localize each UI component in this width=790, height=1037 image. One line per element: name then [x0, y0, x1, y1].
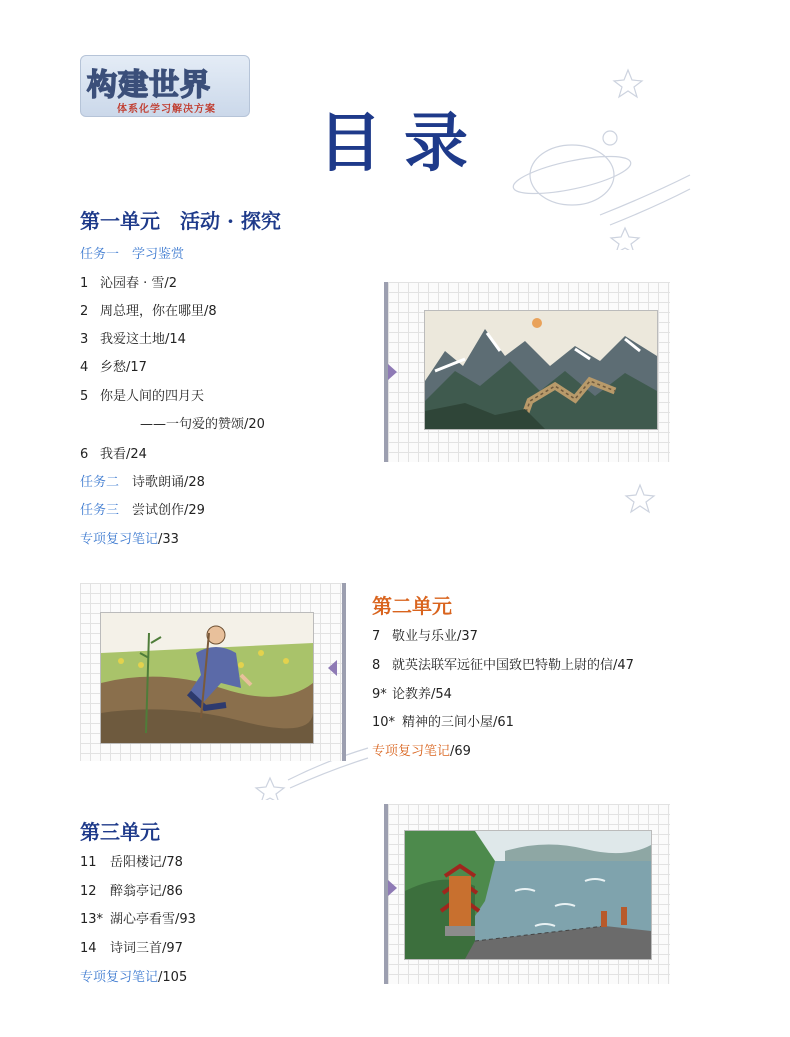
lesson-title: 精神的三间小屋/61 [402, 715, 514, 730]
pointer-icon [388, 880, 397, 896]
lesson-title: 湖心亭看雪/93 [110, 912, 196, 927]
unit1-heading: 第一单元 活动 · 探究 [80, 209, 281, 233]
unit2-heading: 第二单元 [372, 594, 452, 618]
page-title: 目录 [318, 106, 490, 181]
pointer-icon [328, 660, 337, 676]
brand-slogan: 体系化学习解决方案 [117, 104, 216, 115]
lesson-number: 5 [80, 389, 89, 404]
toc-entry-11[interactable] [80, 851, 183, 870]
task-title: 诗歌朗诵/28 [132, 475, 205, 490]
farmer-illustration [100, 612, 314, 744]
review-page: /33 [158, 532, 179, 547]
lesson-subtitle: ——一句爱的赞颂/20 [140, 417, 265, 432]
review-label: 专项复习笔记 [80, 532, 159, 547]
star-decoration-icon [620, 480, 660, 520]
unit1-task3[interactable] [80, 499, 205, 518]
lesson-title: 诗词三首/97 [110, 941, 183, 956]
lesson-title: 你是人间的四月天 [100, 389, 205, 404]
lesson-number: 6 [80, 447, 89, 462]
toc-entry-12[interactable] [80, 880, 183, 899]
task-title: 尝试创作/29 [132, 503, 205, 518]
lesson-number: 12 [80, 884, 97, 899]
lesson-number: 10* [372, 715, 396, 730]
toc-entry-14[interactable] [80, 937, 183, 956]
lesson-title: 醉翁亭记/86 [110, 884, 183, 899]
toc-entry-10[interactable] [372, 711, 514, 730]
task-label: 任务二 [80, 475, 133, 490]
toc-entry-5-subtitle[interactable] [140, 413, 265, 432]
lesson-number: 4 [80, 360, 89, 375]
unit1-task1[interactable]: 任务一 学习鉴赏 [80, 247, 185, 262]
lesson-title: 岳阳楼记/78 [110, 855, 183, 870]
review-label: 专项复习笔记 [372, 744, 451, 759]
toc-entry-3[interactable] [80, 328, 186, 347]
lesson-title: 我看/24 [100, 447, 147, 462]
toc-entry-1[interactable] [80, 272, 177, 291]
toc-entry-4[interactable] [80, 356, 147, 375]
review-page: /105 [158, 970, 188, 985]
unit2-review-notes[interactable] [372, 740, 471, 759]
lesson-title: 我爱这土地/14 [100, 332, 186, 347]
brand-logo [80, 55, 250, 117]
toc-entry-5[interactable] [80, 385, 204, 404]
toc-entry-8[interactable] [372, 654, 634, 673]
unit1-task2[interactable] [80, 471, 205, 490]
brand-logo-text: 构建世界 [87, 68, 211, 103]
unit3-review-notes[interactable] [80, 966, 187, 985]
review-label: 专项复习笔记 [80, 970, 159, 985]
review-page: /69 [450, 744, 471, 759]
task-label: 任务三 [80, 503, 133, 518]
great-wall-illustration [424, 310, 658, 430]
lesson-number: 2 [80, 304, 89, 319]
lesson-number: 8 [372, 658, 381, 673]
lesson-number: 1 [80, 276, 89, 291]
lesson-title: 沁园春 · 雪/2 [100, 276, 178, 291]
toc-entry-13[interactable] [80, 908, 196, 927]
lesson-title: 论教养/54 [392, 687, 452, 702]
toc-entry-9[interactable] [372, 683, 452, 702]
toc-entry-6[interactable] [80, 443, 147, 462]
pointer-icon [388, 364, 397, 380]
unit3-heading: 第三单元 [80, 820, 160, 844]
yueyang-tower-illustration [404, 830, 652, 960]
lesson-number: 7 [372, 629, 381, 644]
lesson-number: 14 [80, 941, 97, 956]
lesson-number: 13* [80, 912, 104, 927]
lesson-title: 乡愁/17 [100, 360, 147, 375]
toc-entry-7[interactable] [372, 625, 478, 644]
lesson-title: 就英法联军远征中国致巴特勒上尉的信/47 [392, 658, 634, 673]
planet-decoration-icon [500, 40, 700, 250]
toc-entry-2[interactable] [80, 300, 217, 319]
lesson-number: 11 [80, 855, 97, 870]
lesson-number: 3 [80, 332, 89, 347]
lesson-title: 周总理，你在哪里/8 [100, 304, 217, 319]
lesson-title: 敬业与乐业/37 [392, 629, 478, 644]
unit1-review-notes[interactable] [80, 528, 179, 547]
lesson-number: 9* [372, 687, 387, 702]
